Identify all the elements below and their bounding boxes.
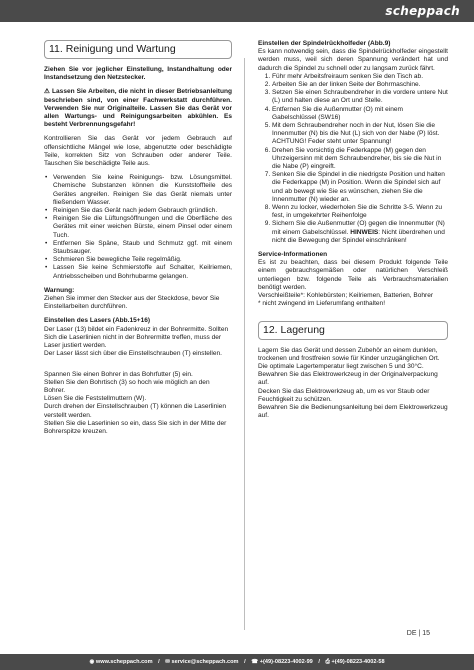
laser-step-2: Stellen Sie den Bohrtisch (3) so hoch wie möglich an den Bohrer. — [44, 378, 210, 394]
laser-step-5: Stellen Sie die Laserlinien so ein, dass Sie sich in der Mitte der Bohrerspitze kreuzen. — [44, 419, 227, 435]
service-title: Service-Informationen — [258, 251, 328, 259]
phone-number: +(49)-08223-4002-99 — [259, 659, 313, 665]
footnote: * nicht zwingend im Lieferumfang enthalten! — [258, 300, 386, 308]
intro-warning: Ziehen Sie vor jeglicher Einstellung, Instandhaltung oder Instandsetzung den Netzstecker. — [44, 66, 232, 82]
warnung-title: Warnung: — [44, 286, 75, 294]
laser-text-2: Der Laser lässt sich über die Einstellschrauben (T) einstellen. — [44, 350, 222, 358]
mail-icon: ✉ — [165, 659, 170, 665]
fax-icon: ⎙ — [325, 659, 330, 665]
right-column — [258, 40, 448, 420]
storage-text-3: Decken Sie das Elektrowerkzeug ab, um es vor Staub oder Feuchtigkeit zu schützen. — [258, 387, 430, 403]
email-link[interactable]: service@scheppach.com — [171, 659, 239, 665]
list-item: • Entfernen Sie Späne, Staub und Schmutz ggf. mit einem Staubsauger. — [53, 240, 232, 256]
list-item: 2. Arbeiten Sie an der linken Seite der Bohrmaschine. — [272, 81, 448, 89]
hint-text: : Nicht überdrehen und nicht die Bewegung der Spindel einschränken! — [272, 228, 445, 244]
storage-text-2: Bewahren Sie das Elektrowerkzeug in der Originalverpackung auf. — [258, 371, 438, 387]
column-divider — [244, 58, 245, 630]
step-9-text: Sichern Sie die Außenmutter (O) gegen die Innenmutter (N) mit einem Gabelschlüssel. — [272, 220, 445, 236]
header-bar — [0, 0, 474, 22]
section-12-title: 12. Lagerung — [263, 323, 325, 336]
website-link[interactable]: www.scheppach.com — [95, 659, 153, 665]
storage-text-4: Bewahren Sie die Bedienungsanleitung bei dem Elektrowerkzeug auf. — [258, 403, 448, 420]
cleaning-list — [44, 174, 232, 281]
list-item: 8. Wenn zu locker, wiederholen Sie die Schritte 3-5. Wenn zu fest, in umgekehrter Reihenfolge — [272, 204, 448, 220]
footer-bar: ◉ www.scheppach.com / ✉ service@scheppach.com / ☎ +(49)-08223-4002-99 / ⎙ +(49)-08223-4002-58 — [0, 654, 474, 670]
spindle-title: Einstellen der Spindelrückholfeder (Abb.9) — [258, 40, 391, 47]
list-item: • Lassen Sie keine Schmierstoffe auf Schalter, Keilriemen, Antriebsscheiben und Bohrhubarme gelangen. — [53, 264, 232, 280]
list-item: • Schmieren Sie bewegliche Teile regelmäßig. — [53, 256, 232, 264]
service-text: Es ist zu beachten, dass bei diesem Produkt folgende Teile einem gebrauchsgemäßen oder natürlichen Verschleiß unterliegen bzw. folgende Teile als Verbrauchsmaterialien benötigt werden. — [258, 259, 448, 291]
globe-icon: ◉ — [89, 659, 95, 665]
section-12-heading — [258, 321, 448, 340]
warnung-text: Ziehen Sie immer den Stecker aus der Steckdose, bevor Sie Einstellarbeiten durchführen. — [44, 295, 220, 311]
list-item: • Reinigen Sie das Gerät nach jedem Gebrauch gründlich. — [53, 207, 232, 215]
phone-icon: ☎ — [251, 659, 259, 665]
spindle-steps — [258, 73, 448, 245]
page-number: DE | 15 — [406, 630, 430, 637]
laser-title: Einstellen des Lasers (Abb.15+16) — [44, 317, 151, 325]
laser-step-1: Spannen Sie einen Bohrer in das Bohrfutter (5) ein. — [44, 370, 193, 378]
section-11-heading — [44, 40, 232, 59]
list-item: • Verwenden Sie keine Reinigungs- bzw. Lösungsmittel. Chemische Substanzen können die Kunststoffteile des Gerätes angreifen. Reinigen Sie das Gerät niemals unter fließendem Wasser. — [53, 174, 232, 207]
wear-parts: Verschleißteile*: Kohlebürsten; Keilriemen, Batterien, Bohrer — [258, 292, 434, 300]
spindle-text: Es kann notwendig sein, dass die Spindelrückholfeder eingestellt werden muss, weil sich deren Spannung verändert hat und dadurch die Spindel zu schnell oder zu langsam zurück fährt. — [258, 48, 448, 72]
list-item: 6. Drehen Sie vorsichtig die Federkappe (M) gegen den Uhrzeigersinn mit dem Schraubendreher, bis sie die Nut in die Nabe (P) eingreift. — [272, 147, 448, 172]
laser-step-3: Lösen Sie die Feststellmuttern (W). — [44, 395, 147, 403]
hint-label: HINWEIS — [350, 228, 379, 236]
list-item: 1. Führ mehr Arbeitsfreiraum senken Sie den Tisch ab. — [272, 73, 448, 81]
list-item: • Reinigen Sie die Lüftungsöffnungen und die Oberfläche des Gerätes mit einer weichen Bürste, einem Pinsel oder einem Tuch. — [53, 215, 232, 240]
left-column — [44, 40, 232, 436]
section-11-title: 11. Reinigung und Wartung — [49, 43, 176, 55]
workshop-warning: ⚠ Lassen Sie Arbeiten, die nicht in dieser Betriebsanleitung beschrieben sind, von einer Fachwerkstatt durchführen. Verwenden Sie nur Originalteile. Lassen Sie das Gerät vor allen Wartungs- und Reinigungsarbeiten abkühlen. Es besteht Verbrennungsgefahr! — [44, 88, 232, 129]
fax-number: +(49)-08223-4002-58 — [331, 659, 385, 665]
list-item: 7. Senken Sie die Spindel in die niedrigste Position und halten die Federkappe (M) in Position. Wenn die Spindel sich auf und ab bewegt wie Sie es wünschen, ziehen Sie die Innenmutter (N) wieder an. — [272, 171, 448, 204]
inspection-text: Kontrollieren Sie das Gerät vor jedem Gebrauch auf offensichtliche Mängel wie lose, abgenutzte oder beschädigte Teile, korrekten Sitz von Schrauben oder anderer Teile. Tauschen Sie beschädigte Teile aus. — [44, 135, 232, 168]
list-item — [272, 220, 448, 245]
list-item: 5. Mit dem Schraubendreher noch in der Nut, lösen Sie die Innenmutter (N) bis die Nut (L) sich von der Nabe (P) löst. ACHTUNG! Feder steht unter Spannung! — [272, 122, 448, 147]
list-item: 4. Entfernen Sie die Außenmutter (O) mit einem Gabelschlüssel (SW16) — [272, 106, 448, 122]
list-item: 3. Setzen Sie einen Schraubendreher in die vordere untere Nut (L) und halten diese an Ort und Stelle. — [272, 89, 448, 105]
storage-text-1: Lagern Sie das Gerät und dessen Zubehör an einem dunklen, trockenen und frostfreien sowie für Kinder unzugänglichen Ort. Die optimale Lagertemperatur liegt zwischen 5 und 30°C. — [258, 346, 440, 370]
brand-logo: scheppach — [385, 4, 460, 18]
laser-text-1: Der Laser (13) bildet ein Fadenkreuz in der Bohrermitte. Sollten Sich die Laserlinien nicht in der Bohrermitte treffen, muss der Laser justiert werden. — [44, 325, 229, 350]
laser-step-4: Durch drehen der Einstellschrauben (T) können die Laserlinien verstellt werden. — [44, 403, 226, 419]
